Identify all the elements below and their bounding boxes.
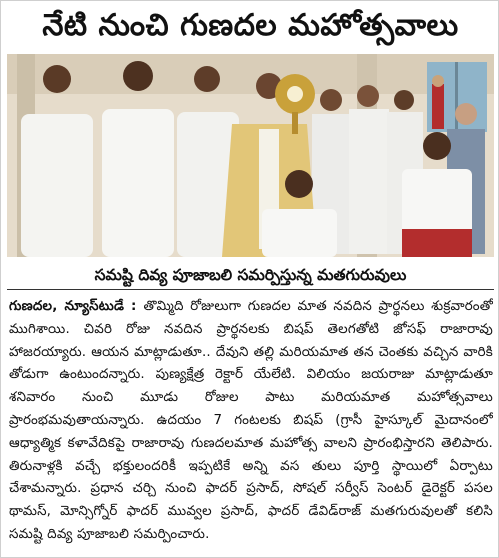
photo-caption: సమష్టి దివ్య పూజాబలి సమర్పిస్తున్న మతగురువులు bbox=[7, 261, 494, 290]
photo-illustration bbox=[7, 54, 494, 257]
headline: నేటి నుంచి గుణదల మహోత్సవాలు bbox=[42, 8, 459, 43]
article-body bbox=[9, 296, 493, 556]
dateline: గుణదల, న్యూస్‌టుడే : bbox=[9, 299, 144, 314]
statue bbox=[432, 84, 444, 129]
news-photo bbox=[7, 54, 494, 257]
article-text: తొమ్మిది రోజులుగా గుణదల మాత నవదిన ప్రార్థనలు శుక్రవారంతో ముగిశాయి. చివరి రోజు నవదిన ప్రార్థనలకు బిషప్ తెలగతోటి జోసఫ్ రాజారావు హాజరయ్యారు. ఆయన మాట్లాడుతూ.. దేవుని తల్లి మరియమాత తన చెంతకు వచ్చిన వారికి తోడుగా ఉంటుందన్నారు. పుణ్యక్షేత్ర రెక్టార్ యేలేటి. విలియం జయరాజు మాట్లాడుతూ శనివారం నుంచి మూడు రోజుల పాటు మరియమాత మహోత్సవాలు ప్రారంభమవుతాయన్నారు. ఉదయం 7 గంటలకు బిషప్ (గ్రాసీ హైస్కూల్ మైదానంలో ఆధ్యాత్మిక కళావేదికపై రాజారావు గుణదలమాత మహోత్స వాలని ప్రారంభిస్తారని తెలిపారు. తిరునాళ్లకి వచ్చే భక్తులందరికీ ఇప్పటికే అన్ని వస తులు పూర్తి స్థాయిలో ఏర్పాటు చేశామన్నారు. ప్రధాన చర్చి నుంచి ఫాదర్ ప్రసాద్, సోషల్ సర్వీస్ సెంటర్ డైరెక్టర్ పసల థామస్, మోన్సిగ్నోర్ ఫాదర్ మువ్వల ప్రసాద్, ఫాదర్ డేవిడ్‌రాజ్ మతగురువులతో కలిసి సమష్టి దివ్య పూజాబలి సమర్పించారు. bbox=[9, 299, 493, 542]
